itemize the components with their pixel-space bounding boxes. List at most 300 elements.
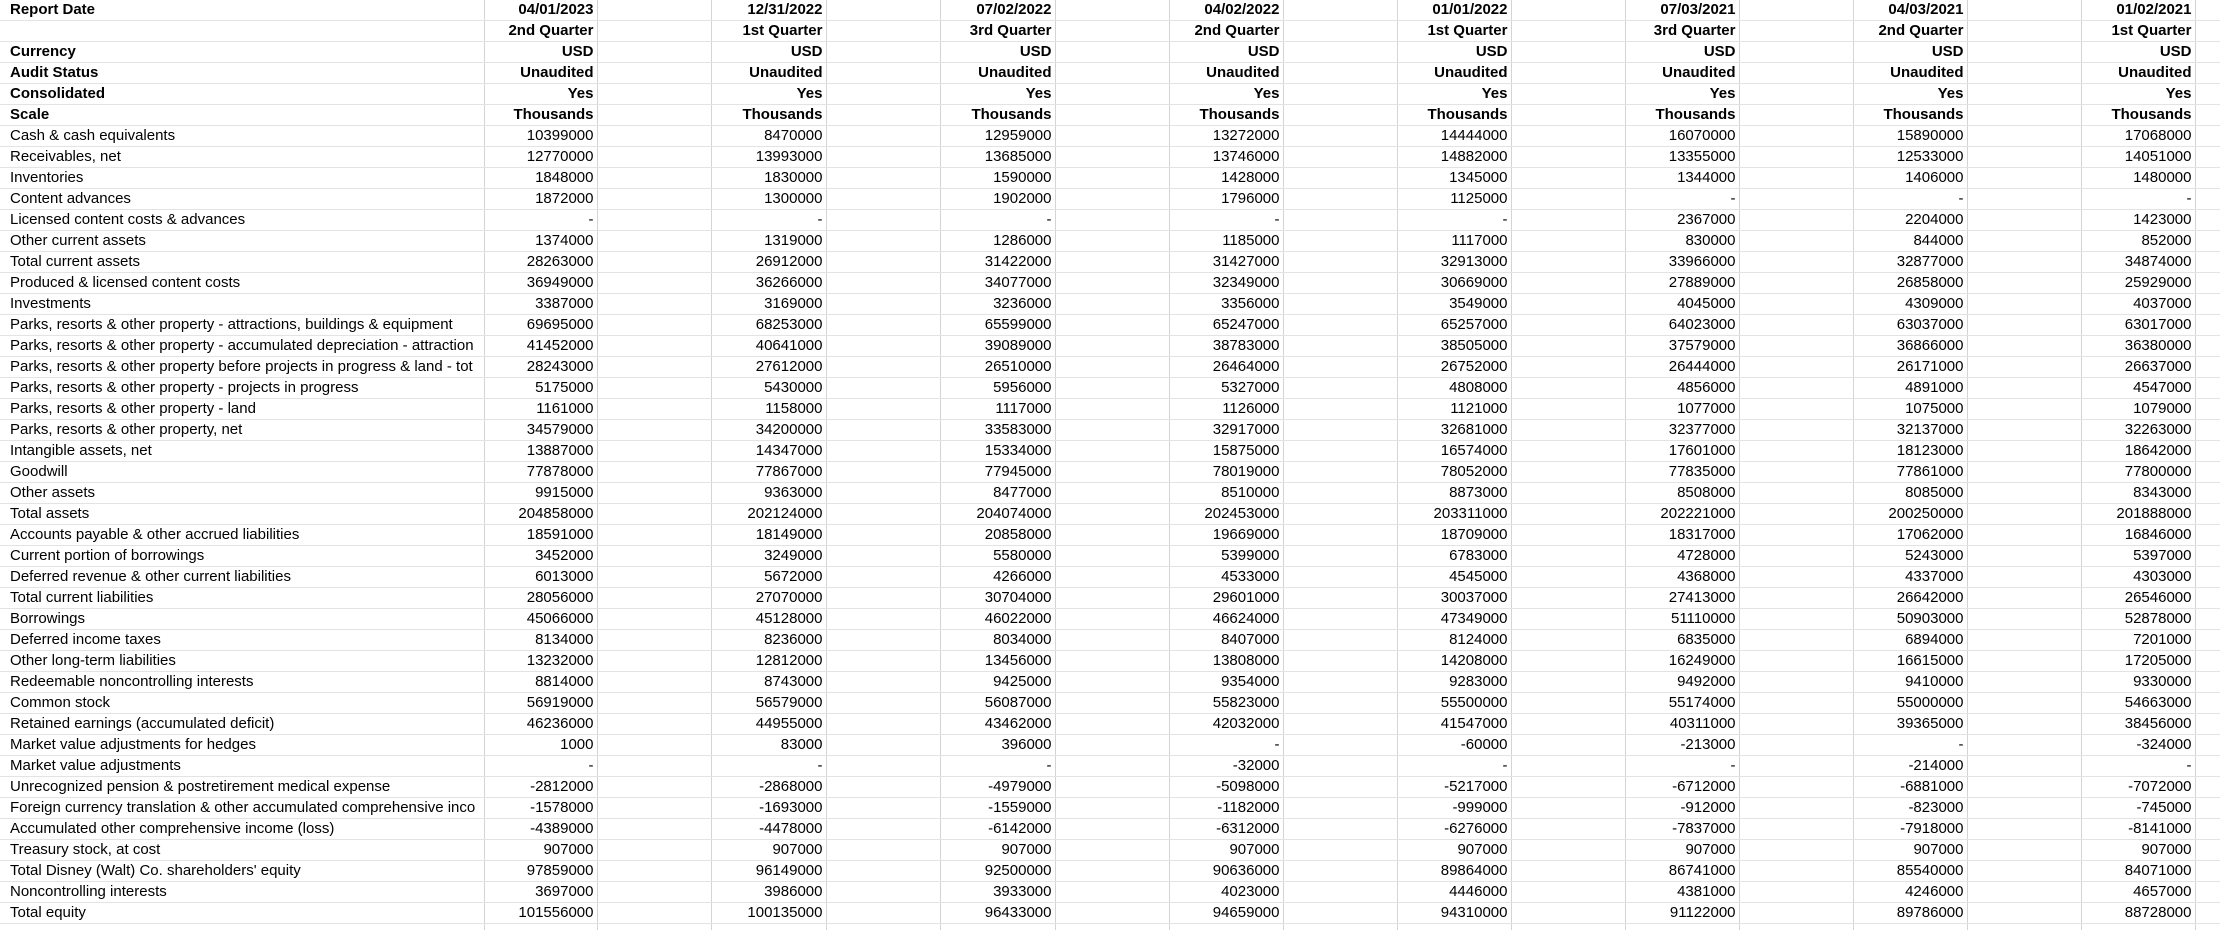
value-cell[interactable]: 907000: [1169, 840, 1283, 861]
row-label-cell[interactable]: Content advances: [0, 189, 484, 210]
value-cell[interactable]: 65247000: [1169, 315, 1283, 336]
value-cell[interactable]: -: [2081, 756, 2195, 777]
value-cell[interactable]: -2812000: [484, 777, 597, 798]
value-cell[interactable]: -213000: [1625, 735, 1739, 756]
empty-cell[interactable]: [1055, 882, 1169, 903]
empty-cell[interactable]: [1055, 924, 1169, 930]
value-cell[interactable]: 18591000: [484, 525, 597, 546]
value-cell[interactable]: 46022000: [940, 609, 1055, 630]
empty-cell[interactable]: [1283, 231, 1397, 252]
value-cell[interactable]: 13456000: [940, 651, 1055, 672]
empty-cell[interactable]: [1853, 924, 1967, 930]
value-cell[interactable]: 16846000: [2081, 525, 2195, 546]
empty-cell[interactable]: [597, 567, 711, 588]
value-cell[interactable]: 4246000: [1853, 882, 1967, 903]
empty-cell[interactable]: [1739, 651, 1853, 672]
value-cell[interactable]: 33966000: [1625, 252, 1739, 273]
empty-cell[interactable]: [1967, 483, 2081, 504]
value-cell[interactable]: 26171000: [1853, 357, 1967, 378]
value-cell[interactable]: 1000: [484, 735, 597, 756]
value-cell[interactable]: -: [1625, 189, 1739, 210]
empty-cell[interactable]: [1283, 546, 1397, 567]
empty-cell[interactable]: [1283, 273, 1397, 294]
empty-cell[interactable]: [1511, 210, 1625, 231]
empty-cell[interactable]: [1511, 630, 1625, 651]
empty-cell[interactable]: [1739, 84, 1853, 105]
empty-cell[interactable]: [1511, 924, 1625, 930]
value-cell[interactable]: 3249000: [711, 546, 826, 567]
empty-cell[interactable]: [597, 21, 711, 42]
empty-cell[interactable]: [597, 693, 711, 714]
value-cell[interactable]: 14347000: [711, 441, 826, 462]
empty-cell[interactable]: [1511, 378, 1625, 399]
value-cell[interactable]: 1590000: [940, 168, 1055, 189]
empty-cell[interactable]: [1967, 567, 2081, 588]
empty-cell[interactable]: [1055, 231, 1169, 252]
empty-cell[interactable]: [826, 798, 940, 819]
empty-cell[interactable]: [597, 0, 711, 21]
empty-cell[interactable]: [1055, 189, 1169, 210]
empty-cell[interactable]: [2195, 42, 2220, 63]
value-cell[interactable]: 9492000: [1625, 672, 1739, 693]
empty-cell[interactable]: [2195, 336, 2220, 357]
empty-cell[interactable]: [1967, 231, 2081, 252]
empty-cell[interactable]: [826, 231, 940, 252]
value-cell[interactable]: 18709000: [1397, 525, 1511, 546]
value-cell[interactable]: 78052000: [1397, 462, 1511, 483]
value-cell[interactable]: 201888000: [2081, 504, 2195, 525]
value-cell[interactable]: 907000: [940, 840, 1055, 861]
empty-cell[interactable]: [1967, 882, 2081, 903]
empty-cell[interactable]: [1967, 21, 2081, 42]
empty-cell[interactable]: [1739, 210, 1853, 231]
value-cell[interactable]: 27070000: [711, 588, 826, 609]
empty-cell[interactable]: [1511, 777, 1625, 798]
empty-cell[interactable]: [1283, 840, 1397, 861]
value-cell[interactable]: 96149000: [711, 861, 826, 882]
value-cell[interactable]: 07/02/2022: [940, 0, 1055, 21]
value-cell[interactable]: 907000: [484, 840, 597, 861]
empty-cell[interactable]: [1055, 21, 1169, 42]
value-cell[interactable]: -: [940, 210, 1055, 231]
value-cell[interactable]: Thousands: [940, 105, 1055, 126]
empty-cell[interactable]: [1739, 483, 1853, 504]
empty-cell[interactable]: [2195, 819, 2220, 840]
value-cell[interactable]: Yes: [1625, 84, 1739, 105]
empty-cell[interactable]: [1739, 378, 1853, 399]
value-cell[interactable]: 204074000: [940, 504, 1055, 525]
empty-cell[interactable]: [597, 588, 711, 609]
value-cell[interactable]: 34579000: [484, 420, 597, 441]
row-label-cell[interactable]: Parks, resorts & other property, net: [0, 420, 484, 441]
empty-cell[interactable]: [1739, 756, 1853, 777]
empty-cell[interactable]: [597, 126, 711, 147]
value-cell[interactable]: 907000: [711, 840, 826, 861]
empty-cell[interactable]: [1283, 651, 1397, 672]
value-cell[interactable]: 8343000: [2081, 483, 2195, 504]
value-cell[interactable]: 202221000: [1625, 504, 1739, 525]
empty-cell[interactable]: [597, 273, 711, 294]
empty-cell[interactable]: [1511, 840, 1625, 861]
value-cell[interactable]: 38456000: [2081, 714, 2195, 735]
empty-cell[interactable]: [1283, 315, 1397, 336]
empty-cell[interactable]: [1739, 567, 1853, 588]
value-cell[interactable]: 1344000: [1625, 168, 1739, 189]
value-cell[interactable]: -: [1169, 210, 1283, 231]
value-cell[interactable]: Yes: [1397, 84, 1511, 105]
value-cell[interactable]: 78019000: [1169, 462, 1283, 483]
row-label-cell[interactable]: Foreign currency translation & other accumulated comprehensive inco: [0, 798, 484, 819]
empty-cell[interactable]: [1511, 273, 1625, 294]
empty-cell[interactable]: [2195, 63, 2220, 84]
empty-cell[interactable]: [1055, 252, 1169, 273]
empty-cell[interactable]: [1283, 693, 1397, 714]
value-cell[interactable]: 1st Quarter: [711, 21, 826, 42]
empty-cell[interactable]: [1967, 546, 2081, 567]
value-cell[interactable]: 36266000: [711, 273, 826, 294]
empty-cell[interactable]: [1511, 42, 1625, 63]
value-cell[interactable]: Yes: [940, 84, 1055, 105]
empty-cell[interactable]: [597, 462, 711, 483]
value-cell[interactable]: 41547000: [1397, 714, 1511, 735]
empty-cell[interactable]: [1055, 63, 1169, 84]
empty-cell[interactable]: [1967, 819, 2081, 840]
empty-cell[interactable]: [1739, 336, 1853, 357]
value-cell[interactable]: 5580000: [940, 546, 1055, 567]
empty-cell[interactable]: [0, 924, 484, 930]
value-cell[interactable]: 9354000: [1169, 672, 1283, 693]
value-cell[interactable]: -823000: [1853, 798, 1967, 819]
value-cell[interactable]: -: [2081, 189, 2195, 210]
value-cell[interactable]: -912000: [1625, 798, 1739, 819]
empty-cell[interactable]: [597, 882, 711, 903]
empty-cell[interactable]: [1967, 84, 2081, 105]
value-cell[interactable]: 14208000: [1397, 651, 1511, 672]
value-cell[interactable]: 32349000: [1169, 273, 1283, 294]
value-cell[interactable]: Thousands: [1169, 105, 1283, 126]
value-cell[interactable]: 96433000: [940, 903, 1055, 924]
row-label-cell[interactable]: Total current liabilities: [0, 588, 484, 609]
empty-cell[interactable]: [1283, 126, 1397, 147]
empty-cell[interactable]: [1397, 924, 1511, 930]
row-label-cell[interactable]: Audit Status: [0, 63, 484, 84]
value-cell[interactable]: 204858000: [484, 504, 597, 525]
value-cell[interactable]: Yes: [1169, 84, 1283, 105]
empty-cell[interactable]: [1511, 126, 1625, 147]
value-cell[interactable]: 3236000: [940, 294, 1055, 315]
value-cell[interactable]: 8814000: [484, 672, 597, 693]
empty-cell[interactable]: [1055, 273, 1169, 294]
value-cell[interactable]: USD: [1625, 42, 1739, 63]
value-cell[interactable]: 90636000: [1169, 861, 1283, 882]
empty-cell[interactable]: [2195, 504, 2220, 525]
empty-cell[interactable]: [1055, 420, 1169, 441]
empty-cell[interactable]: [1283, 609, 1397, 630]
value-cell[interactable]: 52878000: [2081, 609, 2195, 630]
empty-cell[interactable]: [1511, 0, 1625, 21]
value-cell[interactable]: 37579000: [1625, 336, 1739, 357]
empty-cell[interactable]: [1055, 315, 1169, 336]
empty-cell[interactable]: [1739, 63, 1853, 84]
empty-cell[interactable]: [1511, 252, 1625, 273]
value-cell[interactable]: Unaudited: [711, 63, 826, 84]
value-cell[interactable]: 26546000: [2081, 588, 2195, 609]
empty-cell[interactable]: [1739, 630, 1853, 651]
empty-cell[interactable]: [484, 924, 597, 930]
empty-cell[interactable]: [1055, 840, 1169, 861]
value-cell[interactable]: 5327000: [1169, 378, 1283, 399]
value-cell[interactable]: -: [1853, 735, 1967, 756]
value-cell[interactable]: -7918000: [1853, 819, 1967, 840]
value-cell[interactable]: 1480000: [2081, 168, 2195, 189]
empty-cell[interactable]: [826, 672, 940, 693]
empty-cell[interactable]: [826, 42, 940, 63]
value-cell[interactable]: 13232000: [484, 651, 597, 672]
empty-cell[interactable]: [1283, 210, 1397, 231]
empty-cell[interactable]: [826, 399, 940, 420]
value-cell[interactable]: 26464000: [1169, 357, 1283, 378]
value-cell[interactable]: 1848000: [484, 168, 597, 189]
empty-cell[interactable]: [1055, 903, 1169, 924]
value-cell[interactable]: -: [711, 756, 826, 777]
value-cell[interactable]: -1559000: [940, 798, 1055, 819]
empty-cell[interactable]: [1283, 861, 1397, 882]
value-cell[interactable]: 94659000: [1169, 903, 1283, 924]
empty-cell[interactable]: [2195, 105, 2220, 126]
empty-cell[interactable]: [1967, 336, 2081, 357]
empty-cell[interactable]: [1055, 798, 1169, 819]
value-cell[interactable]: 4266000: [940, 567, 1055, 588]
value-cell[interactable]: -324000: [2081, 735, 2195, 756]
empty-cell[interactable]: [2195, 189, 2220, 210]
value-cell[interactable]: 68253000: [711, 315, 826, 336]
empty-cell[interactable]: [1055, 483, 1169, 504]
value-cell[interactable]: 907000: [1625, 840, 1739, 861]
empty-cell[interactable]: [597, 105, 711, 126]
value-cell[interactable]: 200250000: [1853, 504, 1967, 525]
value-cell[interactable]: Yes: [2081, 84, 2195, 105]
empty-cell[interactable]: [1511, 861, 1625, 882]
value-cell[interactable]: 9330000: [2081, 672, 2195, 693]
value-cell[interactable]: 28263000: [484, 252, 597, 273]
row-label-cell[interactable]: Investments: [0, 294, 484, 315]
value-cell[interactable]: 28056000: [484, 588, 597, 609]
empty-cell[interactable]: [1511, 588, 1625, 609]
empty-cell[interactable]: [2195, 924, 2220, 930]
empty-cell[interactable]: [1967, 399, 2081, 420]
row-label-cell[interactable]: Cash & cash equivalents: [0, 126, 484, 147]
value-cell[interactable]: 4547000: [2081, 378, 2195, 399]
empty-cell[interactable]: [2195, 0, 2220, 21]
empty-cell[interactable]: [826, 882, 940, 903]
empty-cell[interactable]: [1739, 357, 1853, 378]
value-cell[interactable]: 07/03/2021: [1625, 0, 1739, 21]
value-cell[interactable]: 8236000: [711, 630, 826, 651]
value-cell[interactable]: 13746000: [1169, 147, 1283, 168]
value-cell[interactable]: Unaudited: [1625, 63, 1739, 84]
empty-cell[interactable]: [826, 84, 940, 105]
empty-cell[interactable]: [1511, 231, 1625, 252]
empty-cell[interactable]: [1739, 798, 1853, 819]
empty-cell[interactable]: [597, 294, 711, 315]
empty-cell[interactable]: [1739, 672, 1853, 693]
value-cell[interactable]: 13993000: [711, 147, 826, 168]
value-cell[interactable]: 844000: [1853, 231, 1967, 252]
value-cell[interactable]: 1423000: [2081, 210, 2195, 231]
value-cell[interactable]: 77878000: [484, 462, 597, 483]
value-cell[interactable]: 1079000: [2081, 399, 2195, 420]
empty-cell[interactable]: [1511, 147, 1625, 168]
value-cell[interactable]: 6835000: [1625, 630, 1739, 651]
value-cell[interactable]: 6013000: [484, 567, 597, 588]
value-cell[interactable]: USD: [711, 42, 826, 63]
empty-cell[interactable]: [826, 168, 940, 189]
row-label-cell[interactable]: Parks, resorts & other property before projects in progress & land - tot: [0, 357, 484, 378]
empty-cell[interactable]: [1283, 399, 1397, 420]
value-cell[interactable]: 2367000: [1625, 210, 1739, 231]
value-cell[interactable]: 18123000: [1853, 441, 1967, 462]
empty-cell[interactable]: [826, 903, 940, 924]
empty-cell[interactable]: [1055, 546, 1169, 567]
empty-cell[interactable]: [1739, 420, 1853, 441]
row-label-cell[interactable]: Parks, resorts & other property - accumulated depreciation - attraction: [0, 336, 484, 357]
value-cell[interactable]: 3387000: [484, 294, 597, 315]
value-cell[interactable]: 5430000: [711, 378, 826, 399]
empty-cell[interactable]: [597, 756, 711, 777]
value-cell[interactable]: Yes: [484, 84, 597, 105]
value-cell[interactable]: 12/31/2022: [711, 0, 826, 21]
empty-cell[interactable]: [1055, 630, 1169, 651]
empty-cell[interactable]: [826, 0, 940, 21]
value-cell[interactable]: 34874000: [2081, 252, 2195, 273]
empty-cell[interactable]: [826, 378, 940, 399]
value-cell[interactable]: 65257000: [1397, 315, 1511, 336]
value-cell[interactable]: 38783000: [1169, 336, 1283, 357]
value-cell[interactable]: -: [1397, 756, 1511, 777]
empty-cell[interactable]: [1739, 168, 1853, 189]
value-cell[interactable]: 16574000: [1397, 441, 1511, 462]
empty-cell[interactable]: [2195, 441, 2220, 462]
value-cell[interactable]: -7837000: [1625, 819, 1739, 840]
empty-cell[interactable]: [1511, 567, 1625, 588]
row-label-cell[interactable]: Other assets: [0, 483, 484, 504]
empty-cell[interactable]: [2081, 924, 2195, 930]
empty-cell[interactable]: [1511, 462, 1625, 483]
value-cell[interactable]: 40641000: [711, 336, 826, 357]
value-cell[interactable]: 9425000: [940, 672, 1055, 693]
empty-cell[interactable]: [826, 840, 940, 861]
value-cell[interactable]: 42032000: [1169, 714, 1283, 735]
value-cell[interactable]: 32263000: [2081, 420, 2195, 441]
empty-cell[interactable]: [1055, 399, 1169, 420]
empty-cell[interactable]: [1967, 756, 2081, 777]
value-cell[interactable]: 9283000: [1397, 672, 1511, 693]
empty-cell[interactable]: [1511, 294, 1625, 315]
empty-cell[interactable]: [2195, 903, 2220, 924]
empty-cell[interactable]: [1283, 105, 1397, 126]
empty-cell[interactable]: [597, 252, 711, 273]
empty-cell[interactable]: [1739, 840, 1853, 861]
empty-cell[interactable]: [1511, 882, 1625, 903]
empty-cell[interactable]: [597, 777, 711, 798]
empty-cell[interactable]: [2195, 84, 2220, 105]
empty-cell[interactable]: [1511, 903, 1625, 924]
empty-cell[interactable]: [2195, 588, 2220, 609]
value-cell[interactable]: 6783000: [1397, 546, 1511, 567]
empty-cell[interactable]: [1283, 630, 1397, 651]
value-cell[interactable]: Thousands: [1853, 105, 1967, 126]
empty-cell[interactable]: [2195, 147, 2220, 168]
value-cell[interactable]: 17062000: [1853, 525, 1967, 546]
empty-cell[interactable]: [1739, 126, 1853, 147]
value-cell[interactable]: 32913000: [1397, 252, 1511, 273]
value-cell[interactable]: -: [484, 756, 597, 777]
value-cell[interactable]: 8134000: [484, 630, 597, 651]
empty-cell[interactable]: [2195, 525, 2220, 546]
empty-cell[interactable]: [1967, 861, 2081, 882]
value-cell[interactable]: 32377000: [1625, 420, 1739, 441]
empty-cell[interactable]: [1055, 504, 1169, 525]
value-cell[interactable]: 4891000: [1853, 378, 1967, 399]
value-cell[interactable]: 5399000: [1169, 546, 1283, 567]
empty-cell[interactable]: [1967, 273, 2081, 294]
empty-cell[interactable]: [826, 420, 940, 441]
value-cell[interactable]: 7201000: [2081, 630, 2195, 651]
empty-cell[interactable]: [1511, 735, 1625, 756]
row-label-cell[interactable]: Total Disney (Walt) Co. shareholders' equity: [0, 861, 484, 882]
value-cell[interactable]: 32137000: [1853, 420, 1967, 441]
empty-cell[interactable]: [1739, 273, 1853, 294]
row-label-cell[interactable]: Retained earnings (accumulated deficit): [0, 714, 484, 735]
value-cell[interactable]: 16249000: [1625, 651, 1739, 672]
value-cell[interactable]: 26858000: [1853, 273, 1967, 294]
empty-cell[interactable]: [1967, 294, 2081, 315]
empty-cell[interactable]: [1283, 441, 1397, 462]
value-cell[interactable]: -: [1169, 735, 1283, 756]
value-cell[interactable]: -60000: [1397, 735, 1511, 756]
value-cell[interactable]: 30669000: [1397, 273, 1511, 294]
value-cell[interactable]: 907000: [1397, 840, 1511, 861]
empty-cell[interactable]: [1511, 546, 1625, 567]
value-cell[interactable]: 8085000: [1853, 483, 1967, 504]
empty-cell[interactable]: [597, 903, 711, 924]
empty-cell[interactable]: [1055, 441, 1169, 462]
empty-cell[interactable]: [1967, 651, 2081, 672]
value-cell[interactable]: 91122000: [1625, 903, 1739, 924]
value-cell[interactable]: 36380000: [2081, 336, 2195, 357]
empty-cell[interactable]: [1055, 819, 1169, 840]
row-label-cell[interactable]: Noncontrolling interests: [0, 882, 484, 903]
value-cell[interactable]: 32681000: [1397, 420, 1511, 441]
empty-cell[interactable]: [2195, 378, 2220, 399]
value-cell[interactable]: 33583000: [940, 420, 1055, 441]
value-cell[interactable]: 4023000: [1169, 882, 1283, 903]
value-cell[interactable]: -: [484, 210, 597, 231]
value-cell[interactable]: USD: [1169, 42, 1283, 63]
empty-cell[interactable]: [826, 693, 940, 714]
value-cell[interactable]: 1075000: [1853, 399, 1967, 420]
value-cell[interactable]: Yes: [711, 84, 826, 105]
empty-cell[interactable]: [1739, 399, 1853, 420]
empty-cell[interactable]: [826, 189, 940, 210]
value-cell[interactable]: 10399000: [484, 126, 597, 147]
value-cell[interactable]: -6312000: [1169, 819, 1283, 840]
value-cell[interactable]: 46236000: [484, 714, 597, 735]
value-cell[interactable]: USD: [1397, 42, 1511, 63]
empty-cell[interactable]: [597, 210, 711, 231]
empty-cell[interactable]: [1739, 735, 1853, 756]
empty-cell[interactable]: [2195, 798, 2220, 819]
